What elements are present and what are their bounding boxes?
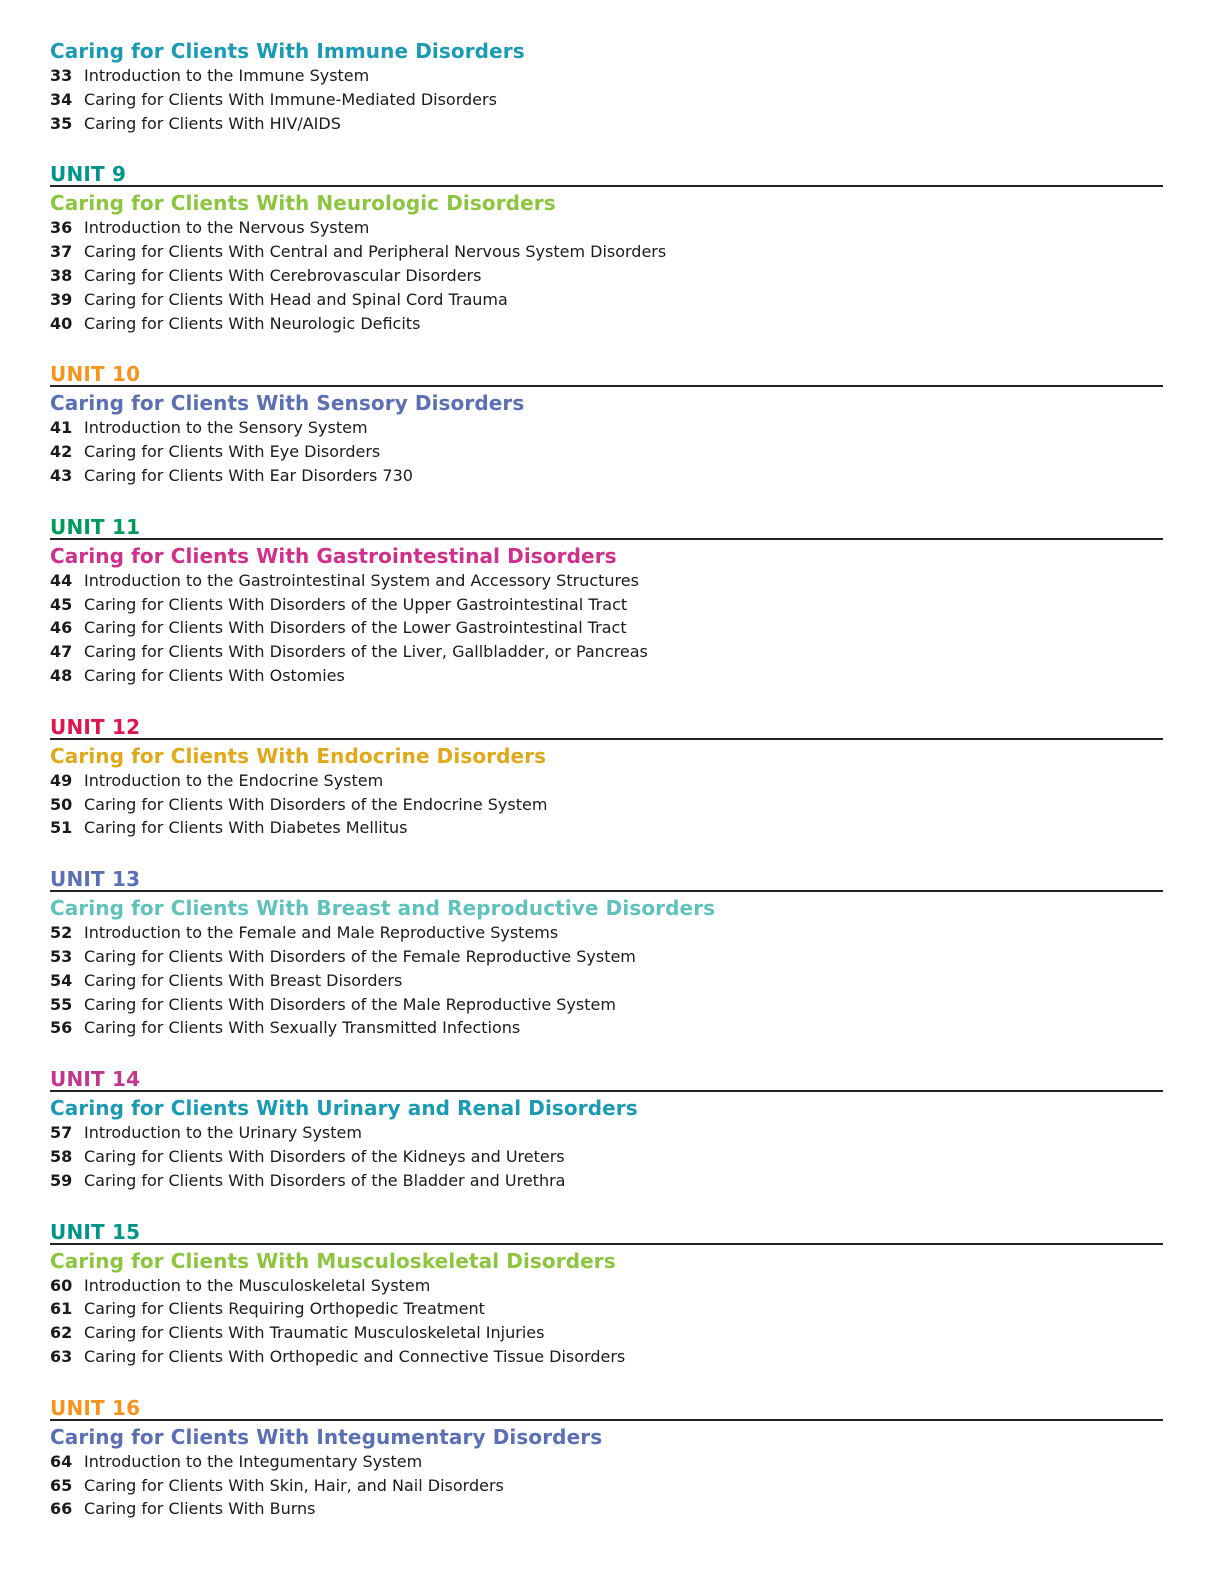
chapter-number: 47 bbox=[50, 642, 73, 662]
chapter-list bbox=[50, 416, 1163, 487]
chapter-title: Caring for Clients With Disorders of the Liver, Gallbladder, or Pancreas bbox=[84, 642, 648, 662]
chapter-list bbox=[50, 769, 1163, 840]
chapter-item bbox=[50, 1497, 1163, 1521]
chapter-number: 61 bbox=[50, 1299, 73, 1319]
chapter-item bbox=[50, 1016, 1163, 1040]
chapter-title: Caring for Clients With Disorders of the Kidneys and Ureters bbox=[84, 1146, 565, 1166]
chapter-number: 64 bbox=[50, 1451, 73, 1471]
chapter-title: Introduction to the Female and Male Reproductive Systems bbox=[84, 923, 559, 943]
chapter-number: 41 bbox=[50, 418, 73, 438]
chapter-item bbox=[50, 1274, 1163, 1298]
chapter-item bbox=[50, 440, 1163, 464]
chapter-item bbox=[50, 816, 1163, 840]
chapter-item bbox=[50, 288, 1163, 312]
chapter-item bbox=[50, 945, 1163, 969]
chapter-item bbox=[50, 1450, 1163, 1474]
chapter-number: 46 bbox=[50, 618, 73, 638]
chapter-number: 56 bbox=[50, 1018, 73, 1038]
chapter-number: 36 bbox=[50, 218, 73, 238]
chapter-item bbox=[50, 1169, 1163, 1193]
chapter-title: Introduction to the Immune System bbox=[84, 66, 370, 85]
unit-title: Caring for Clients With Musculoskeletal Disorders bbox=[50, 1248, 616, 1273]
chapter-number: 65 bbox=[50, 1475, 73, 1495]
chapter-title: Caring for Clients With Ear Disorders 730 bbox=[84, 465, 413, 485]
chapter-number: 57 bbox=[50, 1123, 73, 1143]
unit-section bbox=[50, 1219, 1163, 1369]
chapter-number: 35 bbox=[50, 113, 73, 133]
unit-label: UNIT 10 bbox=[50, 361, 1163, 387]
chapter-item bbox=[50, 464, 1163, 488]
chapter-item bbox=[50, 88, 1163, 112]
unit-title: Caring for Clients With Neurologic Disorders bbox=[50, 191, 556, 216]
chapter-title: Caring for Clients With Disorders of the Upper Gastrointestinal Tract bbox=[84, 594, 628, 614]
chapter-number: 48 bbox=[50, 665, 73, 685]
chapter-title: Caring for Clients With Disorders of the Bladder and Urethra bbox=[84, 1170, 566, 1190]
chapter-number: 40 bbox=[50, 313, 73, 333]
chapter-item bbox=[50, 769, 1163, 793]
unit-label: UNIT 16 bbox=[50, 1395, 1163, 1421]
chapter-item bbox=[50, 312, 1163, 336]
chapter-item bbox=[50, 969, 1163, 993]
chapter-item bbox=[50, 921, 1163, 945]
chapter-number: 63 bbox=[50, 1346, 73, 1366]
chapter-number: 59 bbox=[50, 1170, 73, 1190]
chapter-item bbox=[50, 240, 1163, 264]
chapter-number: 42 bbox=[50, 442, 73, 462]
chapter-title: Caring for Clients With Disorders of the Male Reproductive System bbox=[84, 994, 616, 1014]
chapter-title: Caring for Clients With Eye Disorders bbox=[84, 442, 381, 462]
chapter-title: Caring for Clients With Breast Disorders bbox=[84, 970, 403, 990]
unit-label: UNIT 14 bbox=[50, 1066, 1163, 1092]
chapter-number: 34 bbox=[50, 89, 73, 109]
chapter-title: Caring for Clients With Skin, Hair, and Nail Disorders bbox=[84, 1475, 504, 1495]
chapter-number: 45 bbox=[50, 594, 73, 614]
chapter-title: Caring for Clients With Orthopedic and Connective Tissue Disorders bbox=[84, 1346, 626, 1366]
chapter-item bbox=[50, 216, 1163, 240]
chapter-number: 43 bbox=[50, 465, 73, 485]
chapter-item bbox=[50, 1121, 1163, 1145]
chapter-title: Caring for Clients With HIV/AIDS bbox=[84, 113, 341, 133]
unit-title: Caring for Clients With Immune Disorders bbox=[50, 39, 525, 63]
unit-section bbox=[50, 714, 1163, 840]
chapter-number: 39 bbox=[50, 289, 73, 309]
chapter-title: Caring for Clients With Disorders of the Female Reproductive System bbox=[84, 946, 636, 966]
chapter-item bbox=[50, 640, 1163, 664]
unit-label: UNIT 15 bbox=[50, 1219, 1163, 1245]
chapter-item bbox=[50, 1474, 1163, 1498]
chapter-number: 44 bbox=[50, 570, 73, 590]
chapter-number: 38 bbox=[50, 265, 73, 285]
unit-label: UNIT 12 bbox=[50, 714, 1163, 740]
unit-section bbox=[50, 866, 1163, 1040]
unit-title: Caring for Clients With Endocrine Disorders bbox=[50, 743, 547, 768]
chapter-item bbox=[50, 1345, 1163, 1369]
chapter-item bbox=[50, 793, 1163, 817]
chapter-title: Caring for Clients With Sexually Transmitted Infections bbox=[84, 1018, 521, 1038]
chapter-item bbox=[50, 569, 1163, 593]
chapter-item bbox=[50, 64, 1163, 88]
chapter-number: 37 bbox=[50, 242, 73, 262]
chapter-number: 50 bbox=[50, 794, 73, 814]
unit-label: UNIT 11 bbox=[50, 514, 1163, 540]
chapter-number: 54 bbox=[50, 970, 73, 990]
chapter-title: Caring for Clients With Neurologic Deficits bbox=[84, 313, 421, 333]
chapter-number: 33 bbox=[50, 66, 73, 85]
chapter-number: 53 bbox=[50, 946, 73, 966]
chapter-number: 58 bbox=[50, 1146, 73, 1166]
chapter-item bbox=[50, 593, 1163, 617]
chapter-number: 52 bbox=[50, 923, 73, 943]
chapter-list bbox=[50, 64, 1163, 135]
unit-section bbox=[50, 38, 1163, 135]
chapter-item bbox=[50, 1297, 1163, 1321]
chapter-item bbox=[50, 112, 1163, 136]
chapter-title: Introduction to the Sensory System bbox=[84, 418, 368, 438]
chapter-title: Caring for Clients Requiring Orthopedic Treatment bbox=[84, 1299, 485, 1319]
chapter-title: Caring for Clients With Head and Spinal Cord Trauma bbox=[84, 289, 508, 309]
chapter-number: 55 bbox=[50, 994, 73, 1014]
chapter-item bbox=[50, 1321, 1163, 1345]
chapter-title: Introduction to the Integumentary System bbox=[84, 1451, 423, 1471]
chapter-list bbox=[50, 216, 1163, 335]
unit-title: Caring for Clients With Breast and Reproductive Disorders bbox=[50, 896, 716, 921]
unit-label: UNIT 9 bbox=[50, 161, 1163, 187]
chapter-number: 49 bbox=[50, 770, 73, 790]
chapter-item bbox=[50, 993, 1163, 1017]
chapter-title: Introduction to the Musculoskeletal System bbox=[84, 1275, 431, 1295]
chapter-list bbox=[50, 1274, 1163, 1369]
unit-section bbox=[50, 161, 1163, 335]
chapter-title: Caring for Clients With Cerebrovascular Disorders bbox=[84, 265, 482, 285]
unit-title: Caring for Clients With Urinary and Renal Disorders bbox=[50, 1096, 638, 1121]
chapter-title: Caring for Clients With Central and Peripheral Nervous System Disorders bbox=[84, 242, 667, 262]
chapter-item bbox=[50, 1145, 1163, 1169]
chapter-title: Introduction to the Gastrointestinal System and Accessory Structures bbox=[84, 570, 639, 590]
chapter-list bbox=[50, 1450, 1163, 1521]
unit-label: UNIT 13 bbox=[50, 866, 1163, 892]
unit-section bbox=[50, 514, 1163, 688]
chapter-item bbox=[50, 264, 1163, 288]
chapter-title: Caring for Clients With Immune-Mediated Disorders bbox=[84, 89, 497, 109]
chapter-list bbox=[50, 921, 1163, 1040]
unit-title: Caring for Clients With Gastrointestinal Disorders bbox=[50, 543, 617, 568]
chapter-title: Caring for Clients With Ostomies bbox=[84, 665, 345, 685]
unit-title: Caring for Clients With Integumentary Disorders bbox=[50, 1424, 603, 1449]
chapter-list bbox=[50, 1121, 1163, 1192]
chapter-title: Introduction to the Urinary System bbox=[84, 1123, 362, 1143]
chapter-item bbox=[50, 664, 1163, 688]
unit-section bbox=[50, 1066, 1163, 1192]
chapter-number: 51 bbox=[50, 818, 73, 838]
chapter-title: Introduction to the Nervous System bbox=[84, 218, 370, 238]
chapter-title: Caring for Clients With Traumatic Musculoskeletal Injuries bbox=[84, 1323, 545, 1343]
chapter-number: 60 bbox=[50, 1275, 73, 1295]
chapter-list bbox=[50, 569, 1163, 688]
chapter-item bbox=[50, 416, 1163, 440]
table-of-contents bbox=[50, 38, 1163, 1521]
chapter-title: Introduction to the Endocrine System bbox=[84, 770, 384, 790]
chapter-number: 62 bbox=[50, 1323, 73, 1343]
unit-title: Caring for Clients With Sensory Disorders bbox=[50, 391, 525, 416]
chapter-title: Caring for Clients With Burns bbox=[84, 1499, 316, 1519]
unit-section bbox=[50, 361, 1163, 487]
chapter-number: 66 bbox=[50, 1499, 73, 1519]
chapter-title: Caring for Clients With Diabetes Mellitus bbox=[84, 818, 408, 838]
unit-section bbox=[50, 1395, 1163, 1521]
chapter-title: Caring for Clients With Disorders of the Endocrine System bbox=[84, 794, 548, 814]
chapter-title: Caring for Clients With Disorders of the Lower Gastrointestinal Tract bbox=[84, 618, 627, 638]
chapter-item bbox=[50, 616, 1163, 640]
